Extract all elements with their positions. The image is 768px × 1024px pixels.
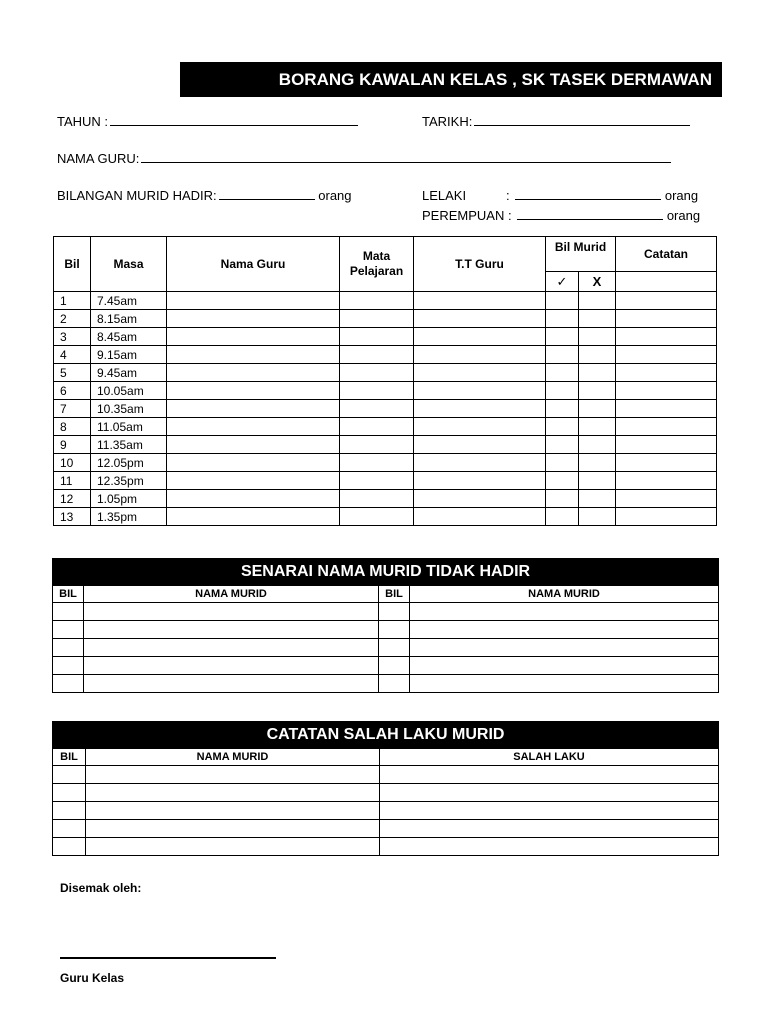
absent-row: [53, 639, 719, 657]
tarikh-field[interactable]: [422, 113, 690, 129]
entry-cell[interactable]: [167, 400, 340, 418]
entry-cell[interactable]: [579, 436, 616, 454]
entry-cell[interactable]: [579, 490, 616, 508]
entry-cell[interactable]: [579, 310, 616, 328]
entry-cell[interactable]: [414, 346, 546, 364]
entry-cell[interactable]: [340, 328, 414, 346]
entry-cell[interactable]: [546, 418, 579, 436]
table-row: [54, 454, 717, 472]
entry-cell[interactable]: [86, 820, 380, 838]
entry-cell[interactable]: [379, 603, 410, 621]
entry-cell[interactable]: [579, 472, 616, 490]
class-control-table: [53, 236, 717, 526]
row-masa: 12.05pm: [91, 454, 167, 472]
header-bil-murid: Bil Murid: [546, 237, 616, 272]
entry-cell[interactable]: [84, 675, 379, 693]
absent-row: [53, 603, 719, 621]
entry-cell[interactable]: [414, 328, 546, 346]
entry-cell[interactable]: [340, 454, 414, 472]
entry-cell[interactable]: [167, 328, 340, 346]
entry-cell[interactable]: [340, 292, 414, 310]
entry-cell[interactable]: [86, 838, 380, 856]
entry-cell[interactable]: [53, 603, 84, 621]
entry-cell[interactable]: [546, 508, 579, 526]
entry-cell[interactable]: [410, 621, 719, 639]
disemak-label: Disemak oleh:: [60, 881, 142, 895]
entry-cell[interactable]: [84, 603, 379, 621]
entry-cell[interactable]: [579, 382, 616, 400]
entry-cell[interactable]: [546, 364, 579, 382]
entry-cell[interactable]: [167, 346, 340, 364]
table-row: [54, 490, 717, 508]
entry-cell[interactable]: [579, 418, 616, 436]
entry-cell[interactable]: [380, 784, 719, 802]
entry-cell[interactable]: [53, 802, 86, 820]
entry-cell[interactable]: [616, 364, 717, 382]
bilangan-label: BILANGAN MURID HADIR:: [57, 188, 217, 203]
entry-cell[interactable]: [167, 436, 340, 454]
entry-cell[interactable]: [380, 820, 719, 838]
entry-cell[interactable]: [167, 364, 340, 382]
tarikh-label: TARIKH:: [422, 114, 473, 129]
entry-cell[interactable]: [340, 472, 414, 490]
absent-row: [53, 657, 719, 675]
entry-cell[interactable]: [167, 418, 340, 436]
entry-cell[interactable]: [53, 766, 86, 784]
lelaki-field[interactable]: [422, 187, 698, 203]
header-catatan: Catatan: [616, 237, 717, 272]
entry-cell[interactable]: [53, 820, 86, 838]
entry-cell[interactable]: [380, 838, 719, 856]
absent-table: [52, 558, 719, 693]
header-nama-guru: Nama Guru: [167, 237, 340, 292]
entry-cell[interactable]: [616, 292, 717, 310]
entry-cell[interactable]: [340, 310, 414, 328]
row-masa: 1.05pm: [91, 490, 167, 508]
nama-guru-field[interactable]: [57, 150, 671, 166]
entry-cell[interactable]: [414, 382, 546, 400]
orang-label: orang: [318, 188, 352, 203]
entry-cell[interactable]: [616, 436, 717, 454]
entry-cell[interactable]: [546, 382, 579, 400]
row-bil: 3: [54, 328, 91, 346]
entry-cell[interactable]: [414, 400, 546, 418]
entry-cell[interactable]: [414, 436, 546, 454]
table-row: [54, 400, 717, 418]
table-row: [54, 310, 717, 328]
entry-cell[interactable]: [579, 364, 616, 382]
row-bil: 8: [54, 418, 91, 436]
entry-cell[interactable]: [167, 454, 340, 472]
row-masa: 10.05am: [91, 382, 167, 400]
header-tt-guru: T.T Guru: [414, 237, 546, 292]
misconduct-header-nama: NAMA MURID: [86, 749, 380, 766]
entry-cell[interactable]: [616, 472, 717, 490]
row-bil: 4: [54, 346, 91, 364]
header-mata-pelajaran: Mata Pelajaran: [340, 237, 414, 292]
misconduct-row: [53, 838, 719, 856]
table-row: [54, 364, 717, 382]
entry-cell[interactable]: [546, 346, 579, 364]
entry-cell[interactable]: [410, 675, 719, 693]
entry-cell[interactable]: [53, 639, 84, 657]
absent-row: [53, 675, 719, 693]
perempuan-label: PEREMPUAN :: [422, 208, 512, 223]
entry-cell[interactable]: [167, 472, 340, 490]
table-row: [54, 508, 717, 526]
perempuan-field[interactable]: [422, 207, 700, 223]
table-row: [54, 346, 717, 364]
row-bil: 2: [54, 310, 91, 328]
catatan-sub-cell: [616, 272, 717, 292]
entry-cell[interactable]: [340, 346, 414, 364]
entry-cell[interactable]: [86, 766, 380, 784]
entry-cell[interactable]: [84, 639, 379, 657]
entry-cell[interactable]: [616, 346, 717, 364]
entry-cell[interactable]: [546, 292, 579, 310]
row-bil: 6: [54, 382, 91, 400]
absent-row: [53, 621, 719, 639]
entry-cell[interactable]: [340, 490, 414, 508]
entry-cell[interactable]: [53, 621, 84, 639]
lelaki-orang: orang: [664, 188, 699, 203]
entry-cell[interactable]: [616, 508, 717, 526]
entry-cell[interactable]: [167, 508, 340, 526]
entry-cell[interactable]: [414, 310, 546, 328]
absent-header-bil-1: BIL: [53, 586, 84, 603]
entry-cell[interactable]: [579, 400, 616, 418]
entry-cell[interactable]: [546, 436, 579, 454]
table-row: [54, 382, 717, 400]
entry-cell[interactable]: [414, 490, 546, 508]
entry-cell[interactable]: [546, 310, 579, 328]
entry-cell[interactable]: [579, 454, 616, 472]
entry-cell[interactable]: [414, 508, 546, 526]
entry-cell[interactable]: [53, 784, 86, 802]
entry-cell[interactable]: [579, 508, 616, 526]
header-x: X: [579, 272, 616, 292]
entry-cell[interactable]: [340, 508, 414, 526]
entry-cell[interactable]: [53, 838, 86, 856]
entry-cell[interactable]: [380, 802, 719, 820]
entry-cell[interactable]: [379, 657, 410, 675]
entry-cell[interactable]: [546, 472, 579, 490]
entry-cell[interactable]: [86, 802, 380, 820]
misconduct-header-salah-laku: SALAH LAKU: [380, 749, 719, 766]
table-row: [54, 418, 717, 436]
entry-cell[interactable]: [53, 675, 84, 693]
misconduct-row: [53, 820, 719, 838]
entry-cell[interactable]: [84, 621, 379, 639]
entry-cell[interactable]: [579, 346, 616, 364]
entry-cell[interactable]: [616, 454, 717, 472]
misconduct-row: [53, 766, 719, 784]
entry-cell[interactable]: [340, 364, 414, 382]
row-masa: 9.15am: [91, 346, 167, 364]
entry-cell[interactable]: [53, 657, 84, 675]
header-bil: Bil: [54, 237, 91, 292]
row-masa: 8.15am: [91, 310, 167, 328]
entry-cell[interactable]: [340, 418, 414, 436]
entry-cell[interactable]: [86, 784, 380, 802]
entry-cell[interactable]: [414, 454, 546, 472]
entry-cell[interactable]: [546, 490, 579, 508]
lelaki-label: LELAKI: [422, 188, 467, 203]
entry-cell[interactable]: [167, 490, 340, 508]
entry-cell[interactable]: [546, 328, 579, 346]
entry-cell[interactable]: [616, 400, 717, 418]
row-bil: 1: [54, 292, 91, 310]
signature-line[interactable]: [60, 957, 276, 959]
entry-cell[interactable]: [410, 639, 719, 657]
misconduct-row: [53, 802, 719, 820]
entry-cell[interactable]: [379, 675, 410, 693]
entry-cell[interactable]: [410, 603, 719, 621]
table-row: [54, 328, 717, 346]
row-masa: 11.05am: [91, 418, 167, 436]
entry-cell[interactable]: [340, 400, 414, 418]
row-bil: 7: [54, 400, 91, 418]
bilangan-field[interactable]: [57, 187, 352, 203]
absent-title: SENARAI NAMA MURID TIDAK HADIR: [53, 559, 719, 586]
entry-cell[interactable]: [84, 657, 379, 675]
lelaki-colon: :: [506, 188, 510, 203]
entry-cell[interactable]: [414, 292, 546, 310]
entry-cell[interactable]: [340, 436, 414, 454]
entry-cell[interactable]: [616, 490, 717, 508]
misconduct-table: [52, 721, 719, 856]
entry-cell[interactable]: [379, 621, 410, 639]
nama-guru-label: NAMA GURU:: [57, 151, 140, 166]
row-bil: 9: [54, 436, 91, 454]
entry-cell[interactable]: [380, 766, 719, 784]
misconduct-header-bil: BIL: [53, 749, 86, 766]
entry-cell[interactable]: [579, 328, 616, 346]
misconduct-title: CATATAN SALAH LAKU MURID: [53, 722, 719, 749]
table-row: [54, 436, 717, 454]
table-row: [54, 292, 717, 310]
entry-cell[interactable]: [616, 328, 717, 346]
row-masa: 1.35pm: [91, 508, 167, 526]
entry-cell[interactable]: [546, 400, 579, 418]
perempuan-orang: orang: [666, 208, 701, 223]
misconduct-row: [53, 784, 719, 802]
entry-cell[interactable]: [379, 639, 410, 657]
row-masa: 10.35am: [91, 400, 167, 418]
entry-cell[interactable]: [616, 382, 717, 400]
row-masa: 12.35pm: [91, 472, 167, 490]
entry-cell[interactable]: [167, 382, 340, 400]
absent-header-nama-1: NAMA MURID: [84, 586, 379, 603]
entry-cell[interactable]: [167, 292, 340, 310]
entry-cell[interactable]: [616, 310, 717, 328]
entry-cell[interactable]: [414, 364, 546, 382]
entry-cell[interactable]: [546, 454, 579, 472]
tahun-field[interactable]: [57, 113, 358, 129]
form-title: BORANG KAWALAN KELAS , SK TASEK DERMAWAN: [180, 62, 722, 97]
row-bil: 5: [54, 364, 91, 382]
row-bil: 11: [54, 472, 91, 490]
row-bil: 13: [54, 508, 91, 526]
check-icon: ✓: [546, 272, 579, 292]
row-masa: 11.35am: [91, 436, 167, 454]
table-row: [54, 472, 717, 490]
row-bil: 12: [54, 490, 91, 508]
row-masa: 7.45am: [91, 292, 167, 310]
header-masa: Masa: [91, 237, 167, 292]
entry-cell[interactable]: [414, 418, 546, 436]
row-bil: 10: [54, 454, 91, 472]
absent-header-bil-2: BIL: [379, 586, 410, 603]
entry-cell[interactable]: [616, 418, 717, 436]
row-masa: 9.45am: [91, 364, 167, 382]
guru-kelas-label: Guru Kelas: [60, 971, 125, 985]
row-masa: 8.45am: [91, 328, 167, 346]
entry-cell[interactable]: [579, 292, 616, 310]
entry-cell[interactable]: [340, 382, 414, 400]
absent-header-nama-2: NAMA MURID: [410, 586, 719, 603]
entry-cell[interactable]: [167, 310, 340, 328]
entry-cell[interactable]: [414, 472, 546, 490]
entry-cell[interactable]: [410, 657, 719, 675]
tahun-label: TAHUN :: [57, 114, 109, 129]
